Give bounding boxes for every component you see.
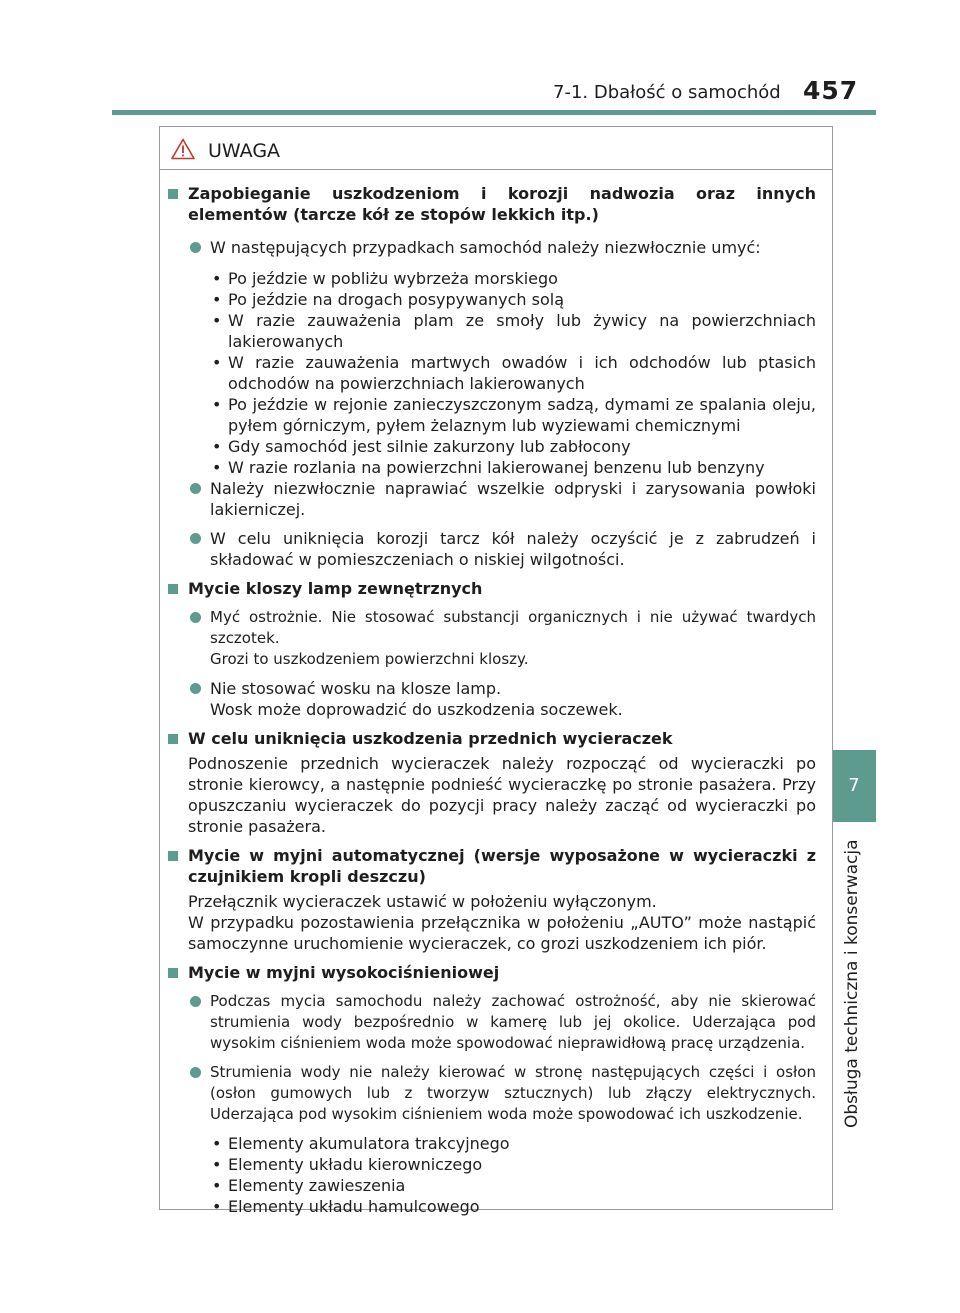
caution-content (160, 183, 832, 1217)
dot-bullet-icon: • (212, 437, 222, 456)
square-bullet-icon (168, 584, 178, 594)
header-rule (112, 110, 876, 115)
list-item: • Elementy zawieszenia (212, 1176, 406, 1195)
circle-bullet-icon (190, 483, 201, 494)
dot-bullet-icon: • (212, 1197, 222, 1216)
page-number: 457 (803, 76, 859, 105)
list-item: • Po jeździe w rejonie zanieczyszczonym sadzą, dymami ze spalania oleju, pyłem górniczym, pyłem żelaznym lub wyziewami chemicznymi (212, 395, 816, 435)
dot-bullet-icon: • (212, 1155, 222, 1174)
square-bullet-icon (168, 734, 178, 744)
dot-bullet-icon: • (212, 1134, 222, 1153)
list-item: • Po jeździe na drogach posypywanych solą (212, 290, 565, 309)
circle-bullet-icon (190, 996, 201, 1007)
caution-box (159, 126, 833, 1216)
list-item: • Elementy układu kierowniczego (212, 1155, 483, 1174)
caution-header (160, 127, 832, 170)
circle-bullet-icon (190, 242, 201, 253)
dot-bullet-icon: • (212, 311, 222, 330)
chapter-tab: 7 (832, 750, 876, 822)
square-bullet-icon (168, 851, 178, 861)
list-item: • W razie zauważenia martwych owadów i ich odchodów lub ptasich odchodów na powierzchniach lakierowanych (212, 353, 816, 393)
section-heading: Mycie kloszy lamp zewnętrznych (160, 578, 832, 599)
paragraph: Podnoszenie przednich wycieraczek należy rozpocząć od wycieraczki po stronie kierowcy, a następnie podnieść wycieraczkę po stronie pasażera. Przy opuszczaniu wycieraczek do pozycji pracy należy zacząć od wycieraczki po stronie pasażera. (188, 754, 816, 836)
circle-item: W następujących przypadkach samochód należy niezwłocznie umyć: (160, 237, 832, 258)
circle-item: Strumienia wody nie należy kierować w stronę następujących części i osłon (osłon gumowych lub z tworzyw sztucznych) lub złączy elektrycznych. Uderzająca pod wysokim ciśnieniem woda może spowodować ich uszkodzenie. (160, 1062, 832, 1125)
caution-title: UWAGA (208, 140, 281, 162)
list-item: • Po jeździe w pobliżu wybrzeża morskiego (212, 269, 558, 288)
circle-bullet-icon (190, 683, 201, 694)
section-heading: W celu uniknięcia uszkodzenia przednich wycieraczek (160, 728, 832, 749)
section-heading: Mycie w myjni wysokociśnieniowej (160, 962, 832, 983)
circle-item: Nie stosować wosku na klosze lamp. Wosk może doprowadzić do uszkodzenia soczewek. (160, 678, 832, 720)
paragraph: Przełącznik wycieraczek ustawić w położeniu wyłączonym. W przypadku pozostawienia przełącznika w położeniu „AUTO” może nastąpić samoczynne uruchomienie wycieraczek, co grozi uszkodzeniem ich piór. (188, 892, 816, 953)
list-item: • W razie rozlania na powierzchni lakierowanej benzenu lub benzyny (212, 458, 765, 477)
circle-item: Podczas mycia samochodu należy zachować ostrożność, aby nie skierować strumienia wody bezpośrednio w kamerę lub jej okolice. Uderzająca pod wysokim ciśnieniem woda może spowodować nieprawidłową pracę urządzenia. (160, 991, 832, 1054)
list-item: • Elementy akumulatora trakcyjnego (212, 1134, 510, 1153)
dot-bullet-icon: • (212, 353, 222, 372)
dot-bullet-icon: • (212, 395, 222, 414)
dot-bullet-icon: • (212, 458, 222, 477)
square-bullet-icon (168, 968, 178, 978)
circle-item: W celu uniknięcia korozji tarcz kół należy oczyścić je z zabrudzeń i składować w pomieszczeniach o niskiej wilgotności. (160, 528, 832, 570)
section-heading: Mycie w myjni automatycznej (wersje wyposażone w wycieraczki z czujnikiem kropli deszczu) (160, 845, 832, 887)
list-item: • Elementy układu hamulcowego (212, 1197, 480, 1216)
chapter-label: Obsługa techniczna i konserwacja (842, 839, 862, 1128)
dot-bullet-icon: • (212, 1176, 222, 1195)
list-item: • Gdy samochód jest silnie zakurzony lub zabłocony (212, 437, 631, 456)
dot-bullet-icon: • (212, 269, 222, 288)
square-bullet-icon (168, 189, 178, 199)
section-heading: Zapobieganie uszkodzeniom i korozji nadwozia oraz innych elementów (tarcze kół ze stopów lekkich itp.) (160, 183, 832, 225)
circle-bullet-icon (190, 612, 201, 623)
circle-bullet-icon (190, 533, 201, 544)
warning-triangle-icon (171, 138, 195, 160)
list-item: • W razie zauważenia plam ze smoły lub żywicy na powierzchniach lakierowanych (212, 311, 816, 351)
circle-item: Należy niezwłocznie naprawiać wszelkie odpryski i zarysowania powłoki lakierniczej. (160, 478, 832, 520)
circle-bullet-icon (190, 1067, 201, 1078)
dot-bullet-icon: • (212, 290, 222, 309)
section-title: 7-1. Dbałość o samochód (553, 82, 781, 103)
circle-item: Myć ostrożnie. Nie stosować substancji organicznych i nie używać twardych szczotek. Grozi to uszkodzeniem powierzchni kloszy. (160, 607, 832, 670)
